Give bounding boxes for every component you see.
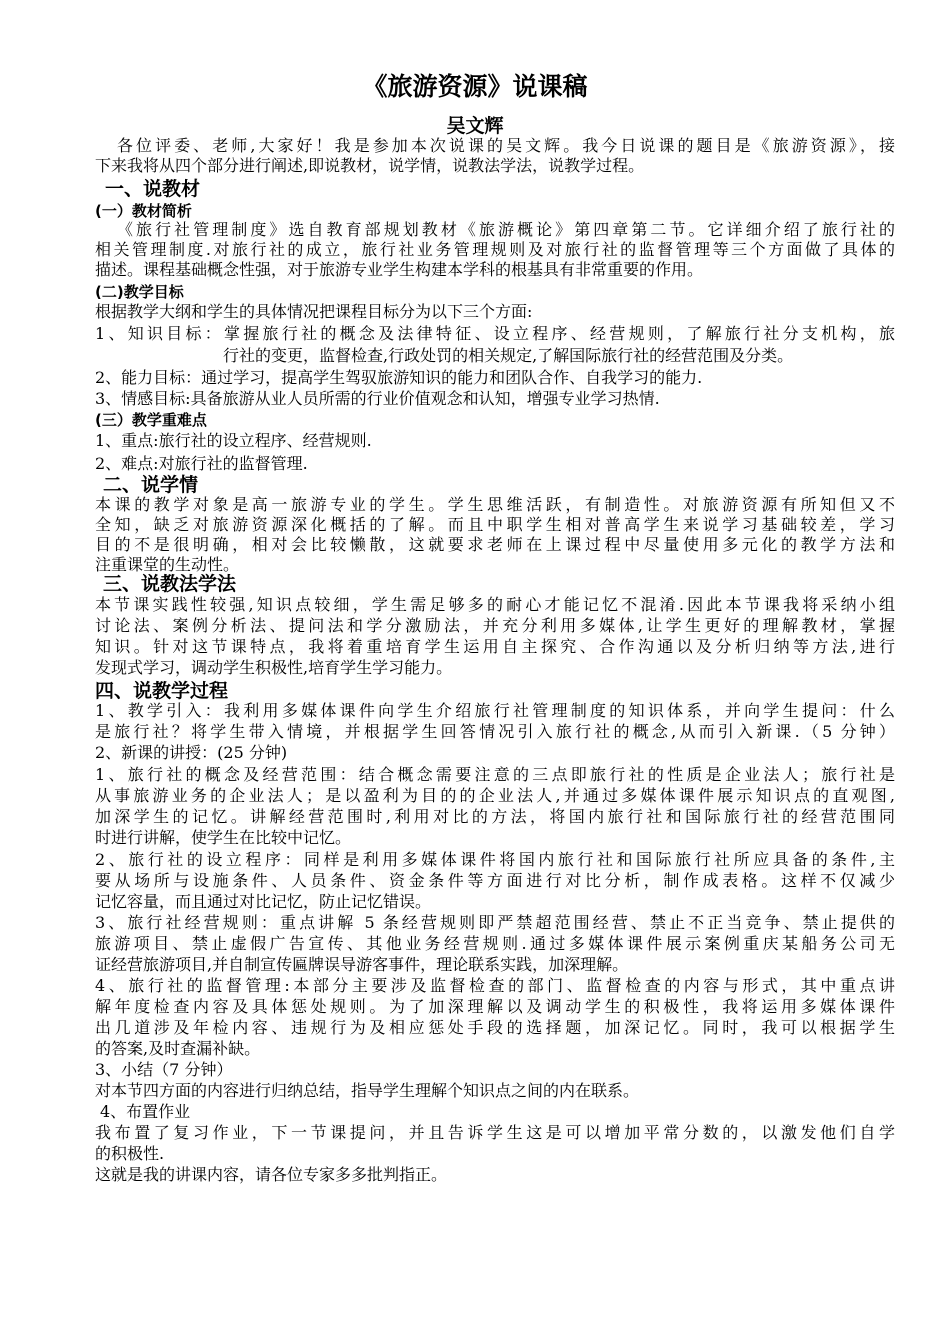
intro-line: 下来我将从四个部分进行阐述,即说教材，说学情，说教法学法，说教学过程。 [95, 156, 645, 175]
section-heading-methods: 三、说教法学法 [103, 573, 237, 595]
list-item: 行社的变更，监督检查,行政处罚的相关规定,了解国际旅行社的经营范围及分类。 [223, 346, 794, 365]
paragraph-line: 这就是我的讲课内容，请各位专家多多批判指正。 [95, 1165, 448, 1184]
paragraph-line: 4、旅行社的监督管理:本部分主要涉及监督检查的部门、监督检查的内容与形式，其中重点讲 [95, 976, 895, 995]
list-item: 2、难点:对旅行社的监督管理. [95, 454, 308, 473]
intro-line: 各位评委、老师,大家好！我是参加本次说课的吴文辉。我今日说课的题目是《旅游资源》，接 [117, 136, 895, 155]
list-item: 1、重点:旅行社的设立程序、经营规则. [95, 431, 372, 450]
paragraph-line: 1、教学引入：我利用多媒体课件向学生介绍旅行社管理制度的知识体系，并向学生提问：什么 [95, 701, 895, 720]
paragraph-line: 相关管理制度.对旅行社的成立，旅行社业务管理规则及对旅行社的监督管理等三个方面做了具体的 [95, 240, 895, 259]
author-name: 吴文辉 [446, 115, 504, 137]
subsection-heading-goals: (二)教学目标 [95, 283, 184, 301]
paragraph-line: 全知，缺乏对旅游资源深化概括的了解。而且中职学生相对普高学生来说学习基础较差，学习 [95, 515, 895, 534]
paragraph-line: 要从场所与设施条件、人员条件、资金条件等方面进行对比分析，制作成表格。这样不仅减少 [95, 871, 895, 890]
paragraph-line: 旅游项目、禁止虚假广告宣传、其他业务经营规则.通过多媒体课件展示案例重庆某船务公司无 [95, 934, 895, 953]
paragraph-line: 本课的教学对象是高一旅游专业的学生。学生思维活跃，有制造性。对旅游资源有所知但又不 [95, 495, 895, 514]
paragraph-line: 从事旅游业务的企业法人；是以盈利为目的的企业法人,并通过多媒体课件展示知识点的直观图, [95, 786, 895, 805]
paragraph-line: 讨论法、案例分析法、提问法和学分激励法，并充分利用多媒体,让学生更好的理解教材，掌握 [95, 616, 895, 635]
paragraph-line: 记忆容量，而且通过对比记忆，防止记忆错误。 [95, 892, 432, 911]
subsection-heading-key-points: (三）教学重难点 [95, 411, 207, 429]
paragraph-line: 证经营旅游项目,并自制宣传匾牌误导游客事件，理论联系实践，加深理解。 [95, 955, 629, 974]
paragraph-line: 注重课堂的生动性。 [95, 555, 240, 574]
section-heading-textbook: 一、说教材 [105, 178, 201, 200]
paragraph-line: 本节课实践性较强,知识点较细，学生需足够多的耐心才能记忆不混淆.因此本节课我将采纳小组 [95, 595, 895, 614]
document-title: 《旅游资源》说课稿 [362, 72, 588, 101]
paragraph-line: 加深学生的记忆。讲解经营范围时,利用对比的方法，将国内旅行社和国际旅行社的经营范围同 [95, 807, 895, 826]
list-item: 2、能力目标：通过学习，提高学生驾驭旅游知识的能力和团队合作、自我学习的能力. [95, 368, 703, 387]
paragraph-line: 对本节四方面的内容进行归纳总结，指导学生理解个知识点之间的内在联系。 [95, 1081, 640, 1100]
paragraph-line: 知识。针对这节课特点，我将着重培育学生运用自主探究、合作沟通以及分析归纳等方法,进行 [95, 637, 895, 656]
paragraph-line: 3、小结（7 分钟） [95, 1060, 233, 1079]
paragraph-line: 1、旅行社的概念及经营范围：结合概念需要注意的三点即旅行社的性质是企业法人；旅行社是 [95, 765, 895, 784]
paragraph-line: 目的不是很明确，相对会比较懒散，这就要求老师在上课过程中尽量使用多元化的教学方法和 [95, 535, 895, 554]
paragraph-line: 发现式学习，调动学生积极性,培育学生学习能力。 [95, 658, 453, 677]
paragraph-line: 出几道涉及年检内容、违规行为及相应惩处手段的选择题，加深记忆。同时，我可以根据学生 [95, 1018, 895, 1037]
subsection-heading-analysis: (一）教材简析 [95, 202, 192, 220]
paragraph-line: 的答案,及时查漏补缺。 [95, 1039, 261, 1058]
paragraph-line: 2、新课的讲授：(25 分钟) [95, 743, 288, 762]
paragraph-line: 我布置了复习作业，下一节课提问，并且告诉学生这是可以增加平常分数的，以激发他们自学 [95, 1123, 895, 1142]
paragraph-line: 描述。课程基础概念性强，对于旅游专业学生构建本学科的根基具有非常重要的作用。 [95, 260, 704, 279]
paragraph-line: 2、旅行社的设立程序：同样是利用多媒体课件将国内旅行社和国际旅行社所应具备的条件,主 [95, 850, 895, 869]
paragraph-line: 时进行讲解，使学生在比较中记忆。 [95, 828, 352, 847]
section-heading-process: 四、说教学过程 [95, 680, 229, 702]
paragraph-line: 4、布置作业 [100, 1102, 191, 1121]
paragraph-line: 的积极性. [95, 1144, 165, 1163]
list-item: 1、知识目标：掌握旅行社的概念及法律特征、设立程序、经营规则，了解旅行社分支机构，旅 [95, 324, 895, 343]
section-heading-learners: 二、说学情 [103, 474, 199, 496]
list-item: 3、情感目标:具备旅游从业人员所需的行业价值观念和认知，增强专业学习热情. [95, 389, 660, 408]
paragraph-line: 解年度检查内容及具体惩处规则。为了加深理解以及调动学生的积极性，我将运用多媒体课件 [95, 997, 895, 1016]
paragraph-line: 是旅行社？将学生带入情境，并根据学生回答情况引入旅行社的概念,从而引入新课.（5 分钟） [95, 722, 895, 741]
paragraph-line: 根据教学大纲和学生的具体情况把课程目标分为以下三个方面: [95, 302, 533, 321]
paragraph-line: 3、旅行社经营规则：重点讲解 5 条经营规则即严禁超范围经营、禁止不正当竞争、禁止提供的 [95, 913, 895, 932]
paragraph-line: 《旅行社管理制度》选自教育部规划教材《旅游概论》第四章第二节。它详细介绍了旅行社的 [117, 220, 895, 239]
